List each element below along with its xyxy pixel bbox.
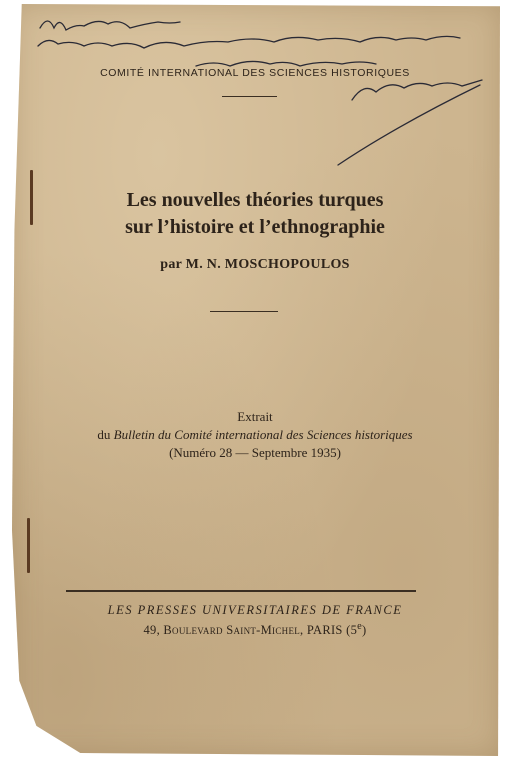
divider-bottom — [66, 590, 416, 592]
extract-prefix: du — [97, 427, 114, 442]
extract-issue: (Numéro 28 — Septembre 1935) — [169, 445, 341, 460]
document-title — [0, 187, 510, 241]
author-line: par M. N. MOSCHOPOULOS — [160, 257, 350, 272]
title-line-1: Les nouvelles théories turques — [126, 189, 384, 211]
title-line-2: sur l’histoire et l’ethnographie — [125, 216, 385, 238]
address-superscript: e — [357, 621, 363, 632]
extract-block — [0, 408, 510, 462]
publisher-name: LES PRESSES UNIVERSITAIRES DE FRANCE — [107, 603, 403, 617]
bulletin-name: Bulletin du Comité international des Sciences historiques — [113, 427, 413, 442]
address-city: , PARIS (5 — [300, 623, 358, 638]
divider-middle — [210, 311, 278, 312]
address-close: ) — [362, 623, 367, 638]
address-street: Boulevard Saint-Michel — [163, 623, 301, 638]
extract-label: Extrait — [237, 409, 273, 424]
publisher-address — [0, 621, 510, 638]
committee-header: COMITÉ INTERNATIONAL DES SCIENCES HISTORIQUES — [100, 67, 410, 79]
address-number: 49, — [143, 623, 164, 638]
extract-source — [0, 426, 510, 444]
divider-top — [222, 96, 277, 97]
